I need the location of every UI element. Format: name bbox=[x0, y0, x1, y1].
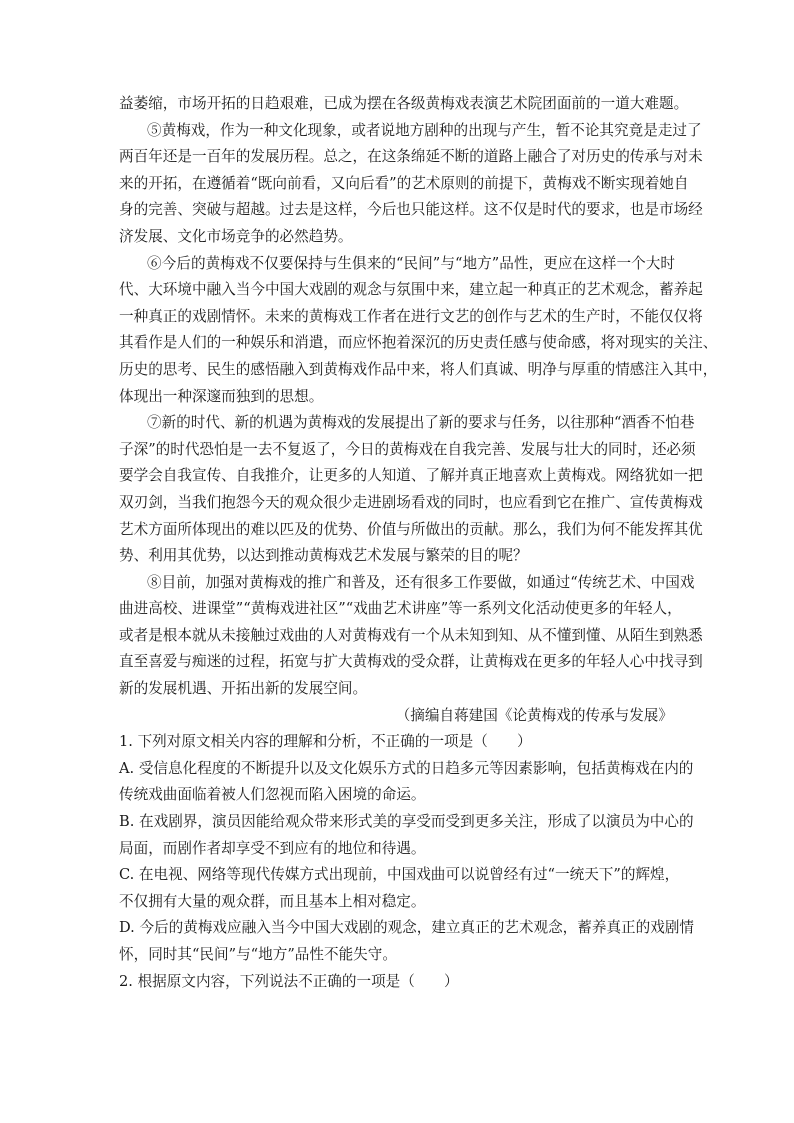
paragraph-5 bbox=[119, 118, 703, 251]
option-line: 怀，同时其“民间”与“地方”品性不能失守。 bbox=[119, 946, 397, 963]
text-line: 代、大环境中融入当今中国大戏剧的观念与氛围中来，建立起一种真正的艺术观念，蓄养起 bbox=[119, 281, 703, 299]
question-2 bbox=[119, 969, 675, 996]
paragraph-7 bbox=[119, 410, 703, 570]
text-line: 曲进高校、进课堂”“黄梅戏进社区”“戏曲艺术讲座”等一系列文化活动使更多的年轻人， bbox=[119, 600, 682, 618]
text-line: 历史的思考、民生的感悟融入到黄梅戏作品中来，将人们真诚、明净与厚重的情感注入其中， bbox=[119, 360, 718, 378]
text-line: 或者是根本就从未接触过戏曲的人对黄梅戏有一个从未知到知、从不懂到懂、从陌生到熟悉 bbox=[119, 626, 703, 644]
text-line: 一种真正的戏剧情怀。未来的黄梅戏工作者在进行文艺的创作与艺术的生产时，不能仅仅将 bbox=[119, 307, 703, 325]
question-stem: 1. 下列对原文相关内容的理解和分析，不正确的一项是（ ） bbox=[119, 733, 532, 751]
text-line: 要学会自我宣传、自我推介，让更多的人知道、了解并真正地喜欢上黄梅戏。网络犹如一把 bbox=[119, 467, 703, 485]
text-line: 两百年还是一百年的发展历程。总之，在这条绵延不断的道路上融合了对历史的传承与对未 bbox=[119, 148, 703, 166]
source-citation: （摘编自蒋建国《论黄梅戏的传承与发展》 bbox=[395, 706, 673, 724]
text-line: 来的开拓，在遵循着“既向前看，又向后看”的艺术原则的前提下，黄梅戏不断实现着她自 bbox=[119, 174, 689, 192]
option-a bbox=[119, 756, 694, 809]
text-line: 体现出一种深邃而独到的思想。 bbox=[119, 387, 324, 405]
text-line: ⑧目前，加强对黄梅戏的推广和普及，还有很多工作要做，如通过“传统艺术、中国戏 bbox=[147, 573, 695, 591]
paragraph-8 bbox=[119, 570, 703, 703]
paragraph-6 bbox=[119, 251, 718, 411]
option-line: 不仅拥有大量的观众群，而且基本上相对稳定。 bbox=[119, 892, 426, 910]
text-line: 身的完善、突破与超越。过去是这样，今后也只能这样。这不仅是时代的要求，也是市场经 bbox=[119, 201, 703, 219]
option-line: B. 在戏剧界，演员因能给观众带来形式美的享受而受到更多关注，形成了以演员为中心的 bbox=[119, 813, 694, 831]
text-line: ⑦新的时代、新的机遇为黄梅戏的发展提出了新的要求与任务，以往那种“酒香不怕巷 bbox=[147, 414, 695, 432]
text-line: 双刃剑，当我们抱怨今天的观众很少走进剧场看戏的同时，也应看到它在推广、宣传黄梅戏 bbox=[119, 493, 703, 511]
option-line: 局面，而剧作者却享受不到应有的地位和待遇。 bbox=[119, 839, 426, 857]
document-page bbox=[119, 91, 718, 995]
question-1 bbox=[119, 729, 695, 968]
text-line: ⑥今后的黄梅戏不仅要保持与生俱来的“民间”与“地方”品性，更应在这样一个大时 bbox=[147, 254, 675, 272]
text-line: 直至喜爱与痴迷的过程，拓宽与扩大黄梅戏的受众群，让黄梅戏在更多的年轻人心中找寻到 bbox=[119, 653, 703, 671]
option-c bbox=[119, 862, 680, 915]
option-d bbox=[119, 915, 695, 968]
paragraph-4-tail bbox=[119, 91, 689, 118]
text-line: 其看作是人们的一种娱乐和消遣，而应怀抱着深沉的历史责任感与使命感，将对现实的关注、 bbox=[119, 334, 718, 352]
text-line: 子深”的时代恐怕是一去不复返了，今日的黄梅戏在自我完善、发展与壮大的同时，还必须 bbox=[119, 440, 696, 458]
option-line: C. 在电视、网络等现代传媒方式出现前，中国戏曲可以说曾经有过“一统天下”的辉煌， bbox=[119, 866, 680, 884]
text-line: 势、利用其优势，以达到推动黄梅戏艺术发展与繁荣的目的呢？ bbox=[119, 547, 528, 565]
text-line: 益萎缩，市场开拓的日趋艰难，已成为摆在各级黄梅戏表演艺术院团面前的一道大难题。 bbox=[119, 95, 689, 112]
text-line: 艺术方面所体现出的难以匹及的优势、价值与所做出的贡献。那么，我们为何不能发挥其优 bbox=[119, 520, 703, 538]
option-line: D. 今后的黄梅戏应融入当今中国大戏剧的观念，建立真正的艺术观念，蓄养真正的戏剧情 bbox=[119, 919, 695, 937]
text-line: 新的发展机遇、开拓出新的发展空间。 bbox=[119, 680, 368, 698]
question-stem: 2. 根据原文内容，下列说法不正确的一项是（ ） bbox=[119, 972, 459, 990]
text-line: 济发展、文化市场竞争的必然趋势。 bbox=[119, 227, 353, 245]
text-line: ⑤黄梅戏，作为一种文化现象，或者说地方剧种的出现与产生，暂不论其究竟是走过了 bbox=[147, 121, 702, 139]
option-line: A. 受信息化程度的不断提升以及文化娱乐方式的日趋多元等因素影响，包括黄梅戏在内的 bbox=[119, 759, 694, 777]
option-line: 传统戏曲面临着被人们忽视而陷入困境的命运。 bbox=[119, 786, 426, 804]
option-b bbox=[119, 809, 694, 862]
